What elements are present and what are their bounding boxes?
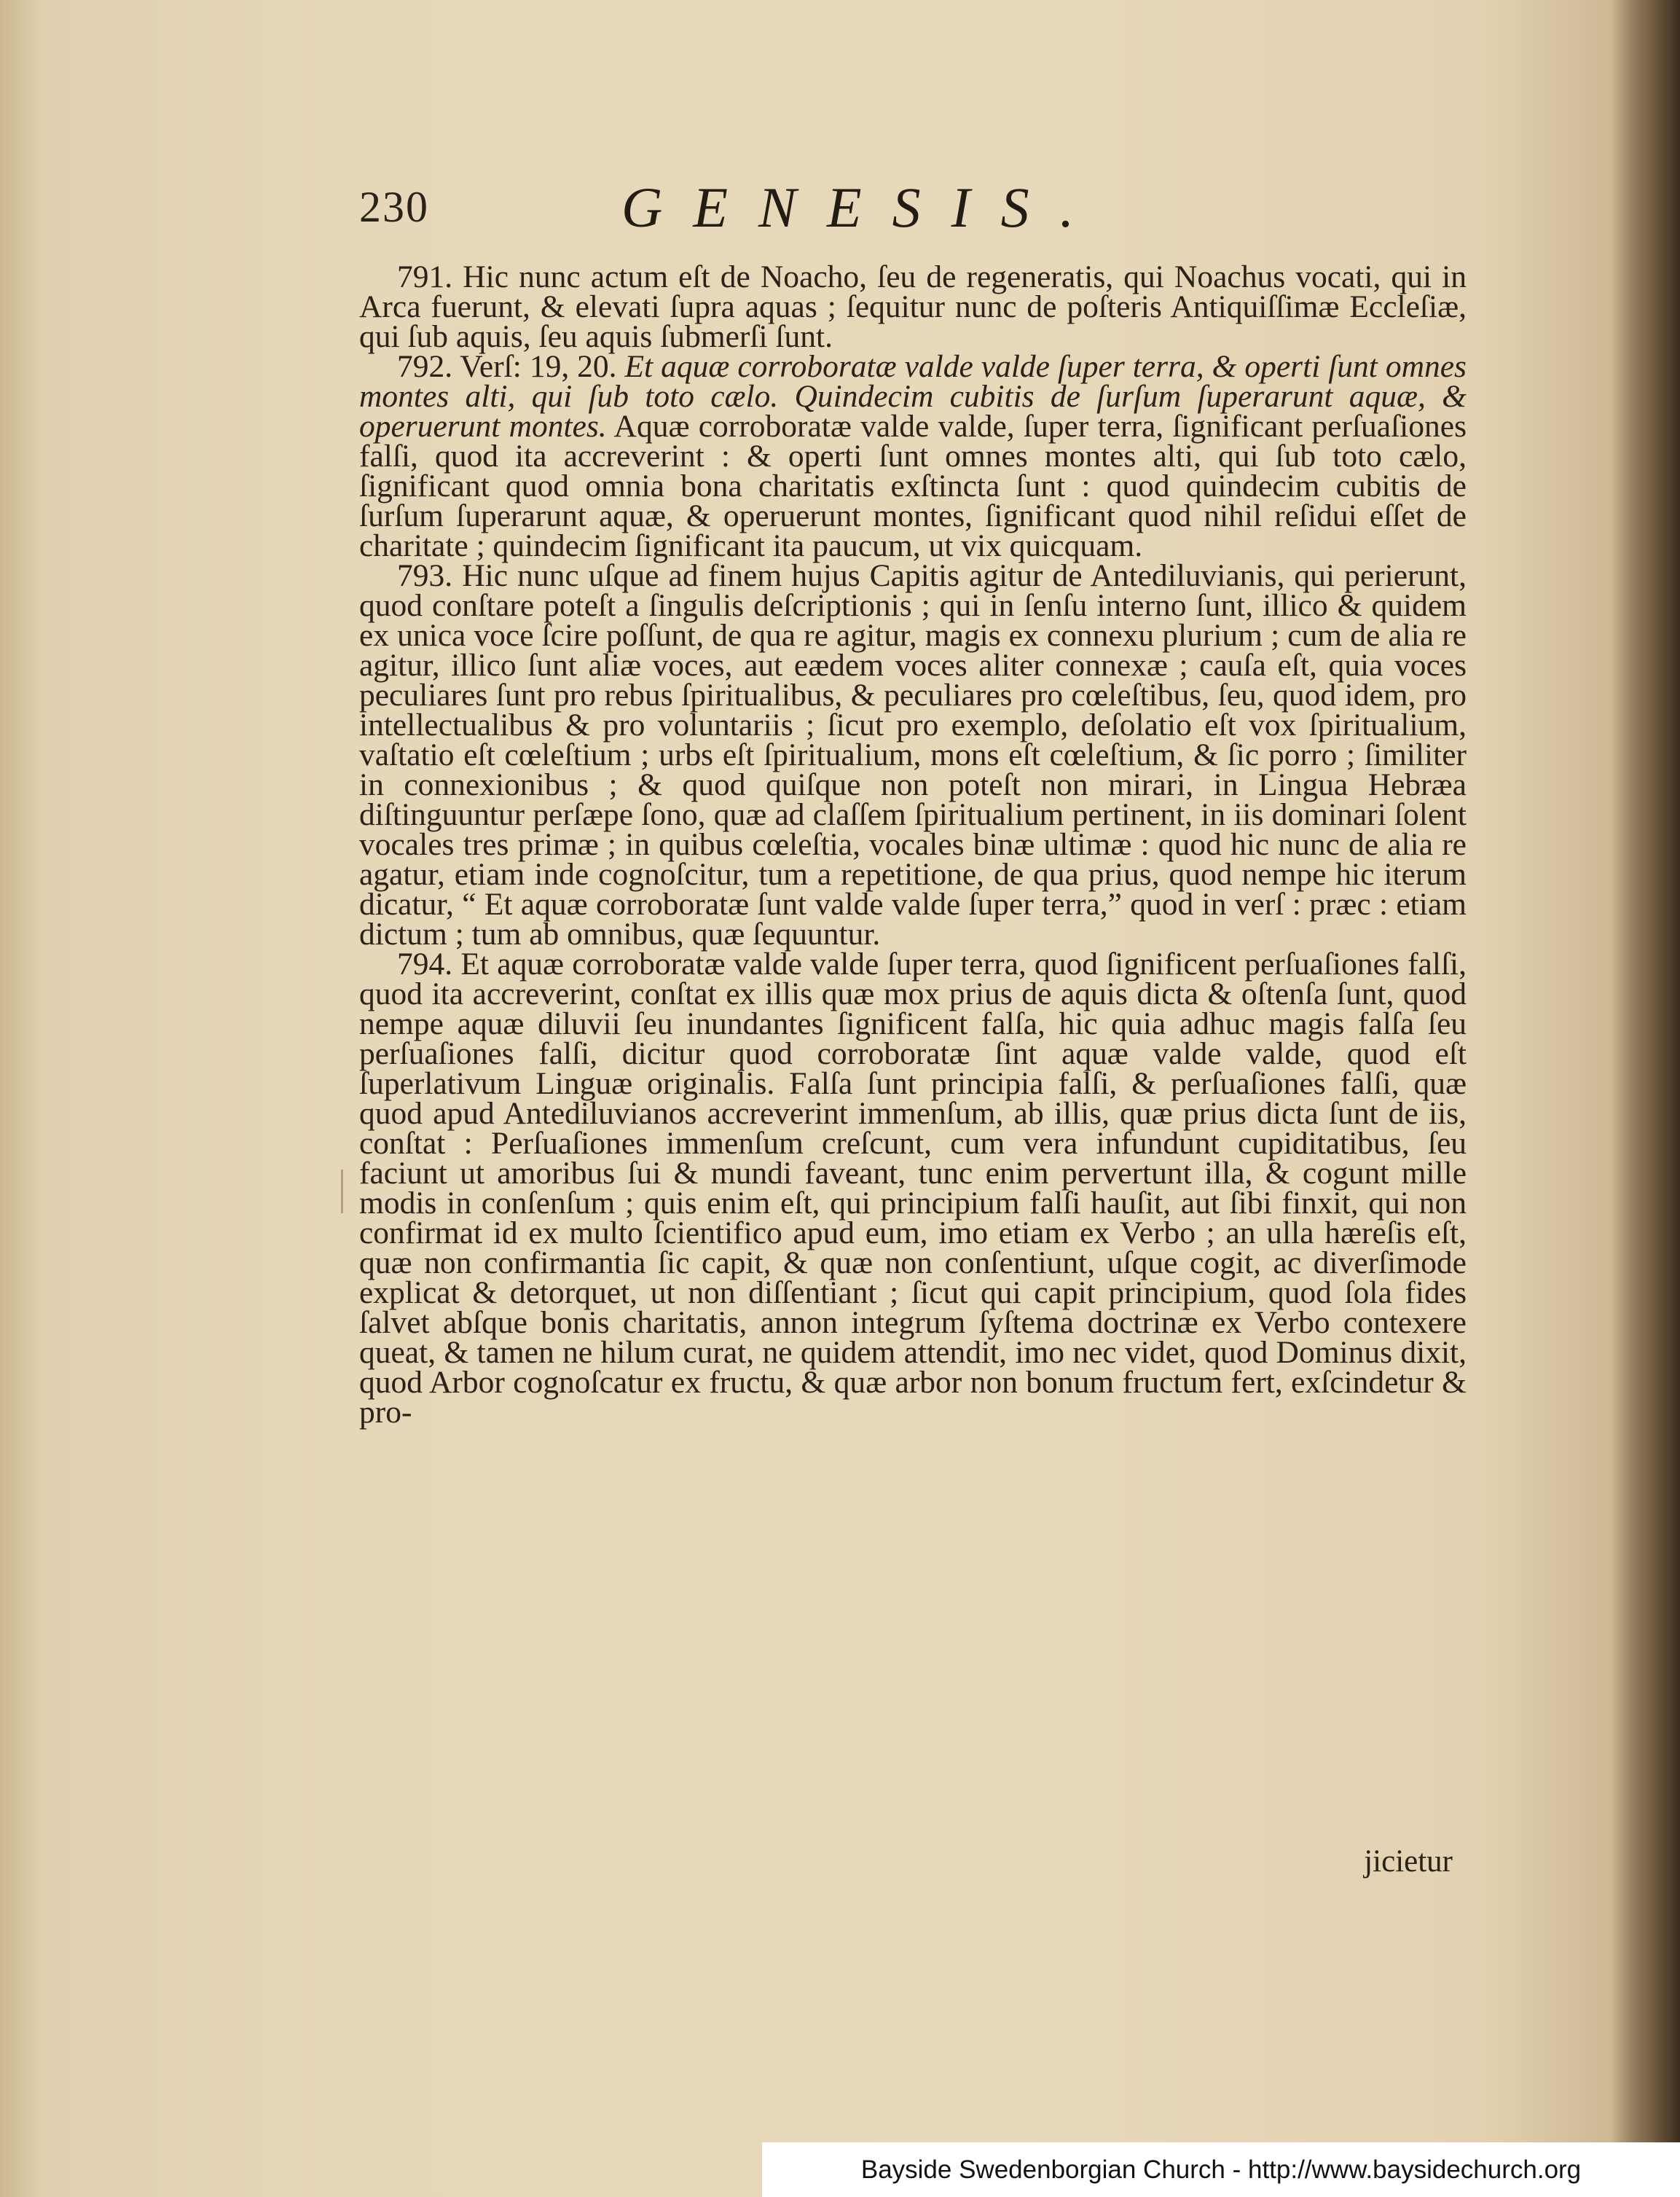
paragraph-text: Verſ: 19, 20. <box>452 349 625 384</box>
paragraph-text: Et aquæ corroboratæ valde valde ſuper terra, quod ſignificent perſuaſiones falſi, quod ita accreverint, conſtat ex illis quæ mox prius de aquis dicta & oſtenſa ſunt, quod nempe aquæ diluvii ſeu inundantes ſignificent falſa, hic quia adhuc magis falſa ſeu perſuaſiones falſi, dicitur quod corroboratæ ſint aquæ valde valde, quod eſt ſuperlativum Linguæ originalis. Falſa ſunt principia falſi, & perſuaſiones falſi, quæ quod apud Antediluvianos accreverint immenſum, ab illis, quæ prius dicta ſunt de iis, conſtat : Perſuaſiones immenſum creſcunt, cum vera infundunt cupiditatibus, ſeu faciunt ut amoribus ſui & mundi faveant, tunc enim pervertunt illa, & cogunt mille modis in conſenſum ; quis enim eſt, qui principium falſi hauſit, aut ſibi finxit, qui non confirmat id ex multo ſcientifico apud eum, imo etiam ex Verbo ; an ulla hæreſis eſt, quæ non confirmantia ſic capit, & quæ non conſentiunt, uſque cogit, ac diverſimode explicat & detorquet, ut non diſſentiant ; ſicut qui capit principium, quod ſola fides ſalvet abſque bonis charitatis, annon integrum ſyſtema doctrinæ ex Verbo contexere queat, & tamen ne hilum curat, ne quidem attendit, imo nec videt, quod Dominus dixit, quod Arbor cognoſcatur ex fructu, & quæ arbor non bonum fructum fert, exſcindetur & pro- <box>359 947 1467 1430</box>
paragraph-number: 791. <box>397 259 453 294</box>
paragraph-text: Hic nunc uſque ad finem hujus Capitis agitur de Antediluvianis, qui perierunt, quod conſtare poteſt a ſingulis deſcriptionis ; qui in ſenſu interno ſunt, illico & quidem ex unica voce ſcire poſſunt, de qua re agitur, magis ex connexu plurium ; cum de alia re agitur, illico ſunt aliæ voces, aut eædem voces aliter connexæ ; cauſa eſt, quia voces peculiares ſunt pro rebus ſpiritualibus, & peculiares pro cœleſtibus, ſeu, quod idem, pro intellectualibus & pro voluntariis ; ſicut pro exemplo, deſolatio eſt vox ſpiritualium, vaſtatio eſt cœleſtium ; urbs eſt ſpiritualium, mons eſt cœleſtium, & ſic porro ; ſimiliter in connexionibus ; & quod quiſque non poteſt non mirari, in Lingua Hebræa diſtinguuntur perſæpe ſono, quæ ad claſſem ſpiritualium pertinent, in iis dominari ſolent vocales tres primæ ; in quibus cœleſtia, vocales binæ ultimæ : quod hic nunc de alia re agatur, etiam inde cognoſcitur, tum a repetitione, de qua prius, quod nempe hic iterum dicatur, “ Et aquæ corroboratæ ſunt valde valde ſuper terra,” quod in verſ : præc : etiam dictum ; tum ab omnibus, quæ ſequuntur. <box>359 558 1467 952</box>
paragraph-text: Hic nunc actum eſt de Noacho, ſeu de regeneratis, qui Noachus vocati, qui in Arca fuerunt, & elevati ſupra aquas ; ſequitur nunc de poſteris Antiquiſſimæ Eccleſiæ, qui ſub aquis, ſeu aquis ſubmerſi ſunt. <box>359 259 1467 354</box>
paragraph-number: 793. <box>397 558 453 593</box>
margin-mark <box>341 1170 343 1213</box>
paragraph <box>359 949 1467 1428</box>
watermark-text: Bayside Swedenborgian Church - http://www.baysidechurch.org <box>860 2155 1582 2184</box>
body-text <box>359 259 1467 1430</box>
book-spine-edge <box>1611 0 1680 2197</box>
paragraph-number: 794. <box>397 947 453 982</box>
page-margin-shade <box>0 0 44 2197</box>
paragraph <box>359 259 1467 354</box>
paragraph-number: 792. <box>397 349 453 384</box>
paragraph <box>359 349 1467 563</box>
paragraph-text: Aquæ corroboratæ valde valde, ſuper terra, ſignificant perſuaſiones falſi, quod ita accreverint : & operti ſunt omnes montes alti, qui ſub toto cælo, ſignificant quod omnia bona charitatis exſtincta ſunt : quod quindecim cubitis de ſurſum ſuperarunt aquæ, & operuerunt montes, ſignificant quod nihil reſidui eſſet de charitate ; quindecim ſignificant ita paucum, ut vix quicquam. <box>359 409 1467 563</box>
paragraph <box>359 558 1467 952</box>
scripture-quote: Et aquæ corroboratæ valde valde ſuper terra, & operti ſunt omnes montes alti, qui ſub toto cælo. Quindecim cubitis de ſurſum ſuperarunt aquæ, & operuerunt montes. <box>359 349 1467 444</box>
catchword: jicietur <box>1364 1844 1453 1879</box>
page-header <box>359 168 1467 248</box>
page-number: 230 <box>359 183 429 231</box>
watermark-banner <box>762 2142 1680 2197</box>
running-title: GENESIS. <box>621 176 1105 239</box>
